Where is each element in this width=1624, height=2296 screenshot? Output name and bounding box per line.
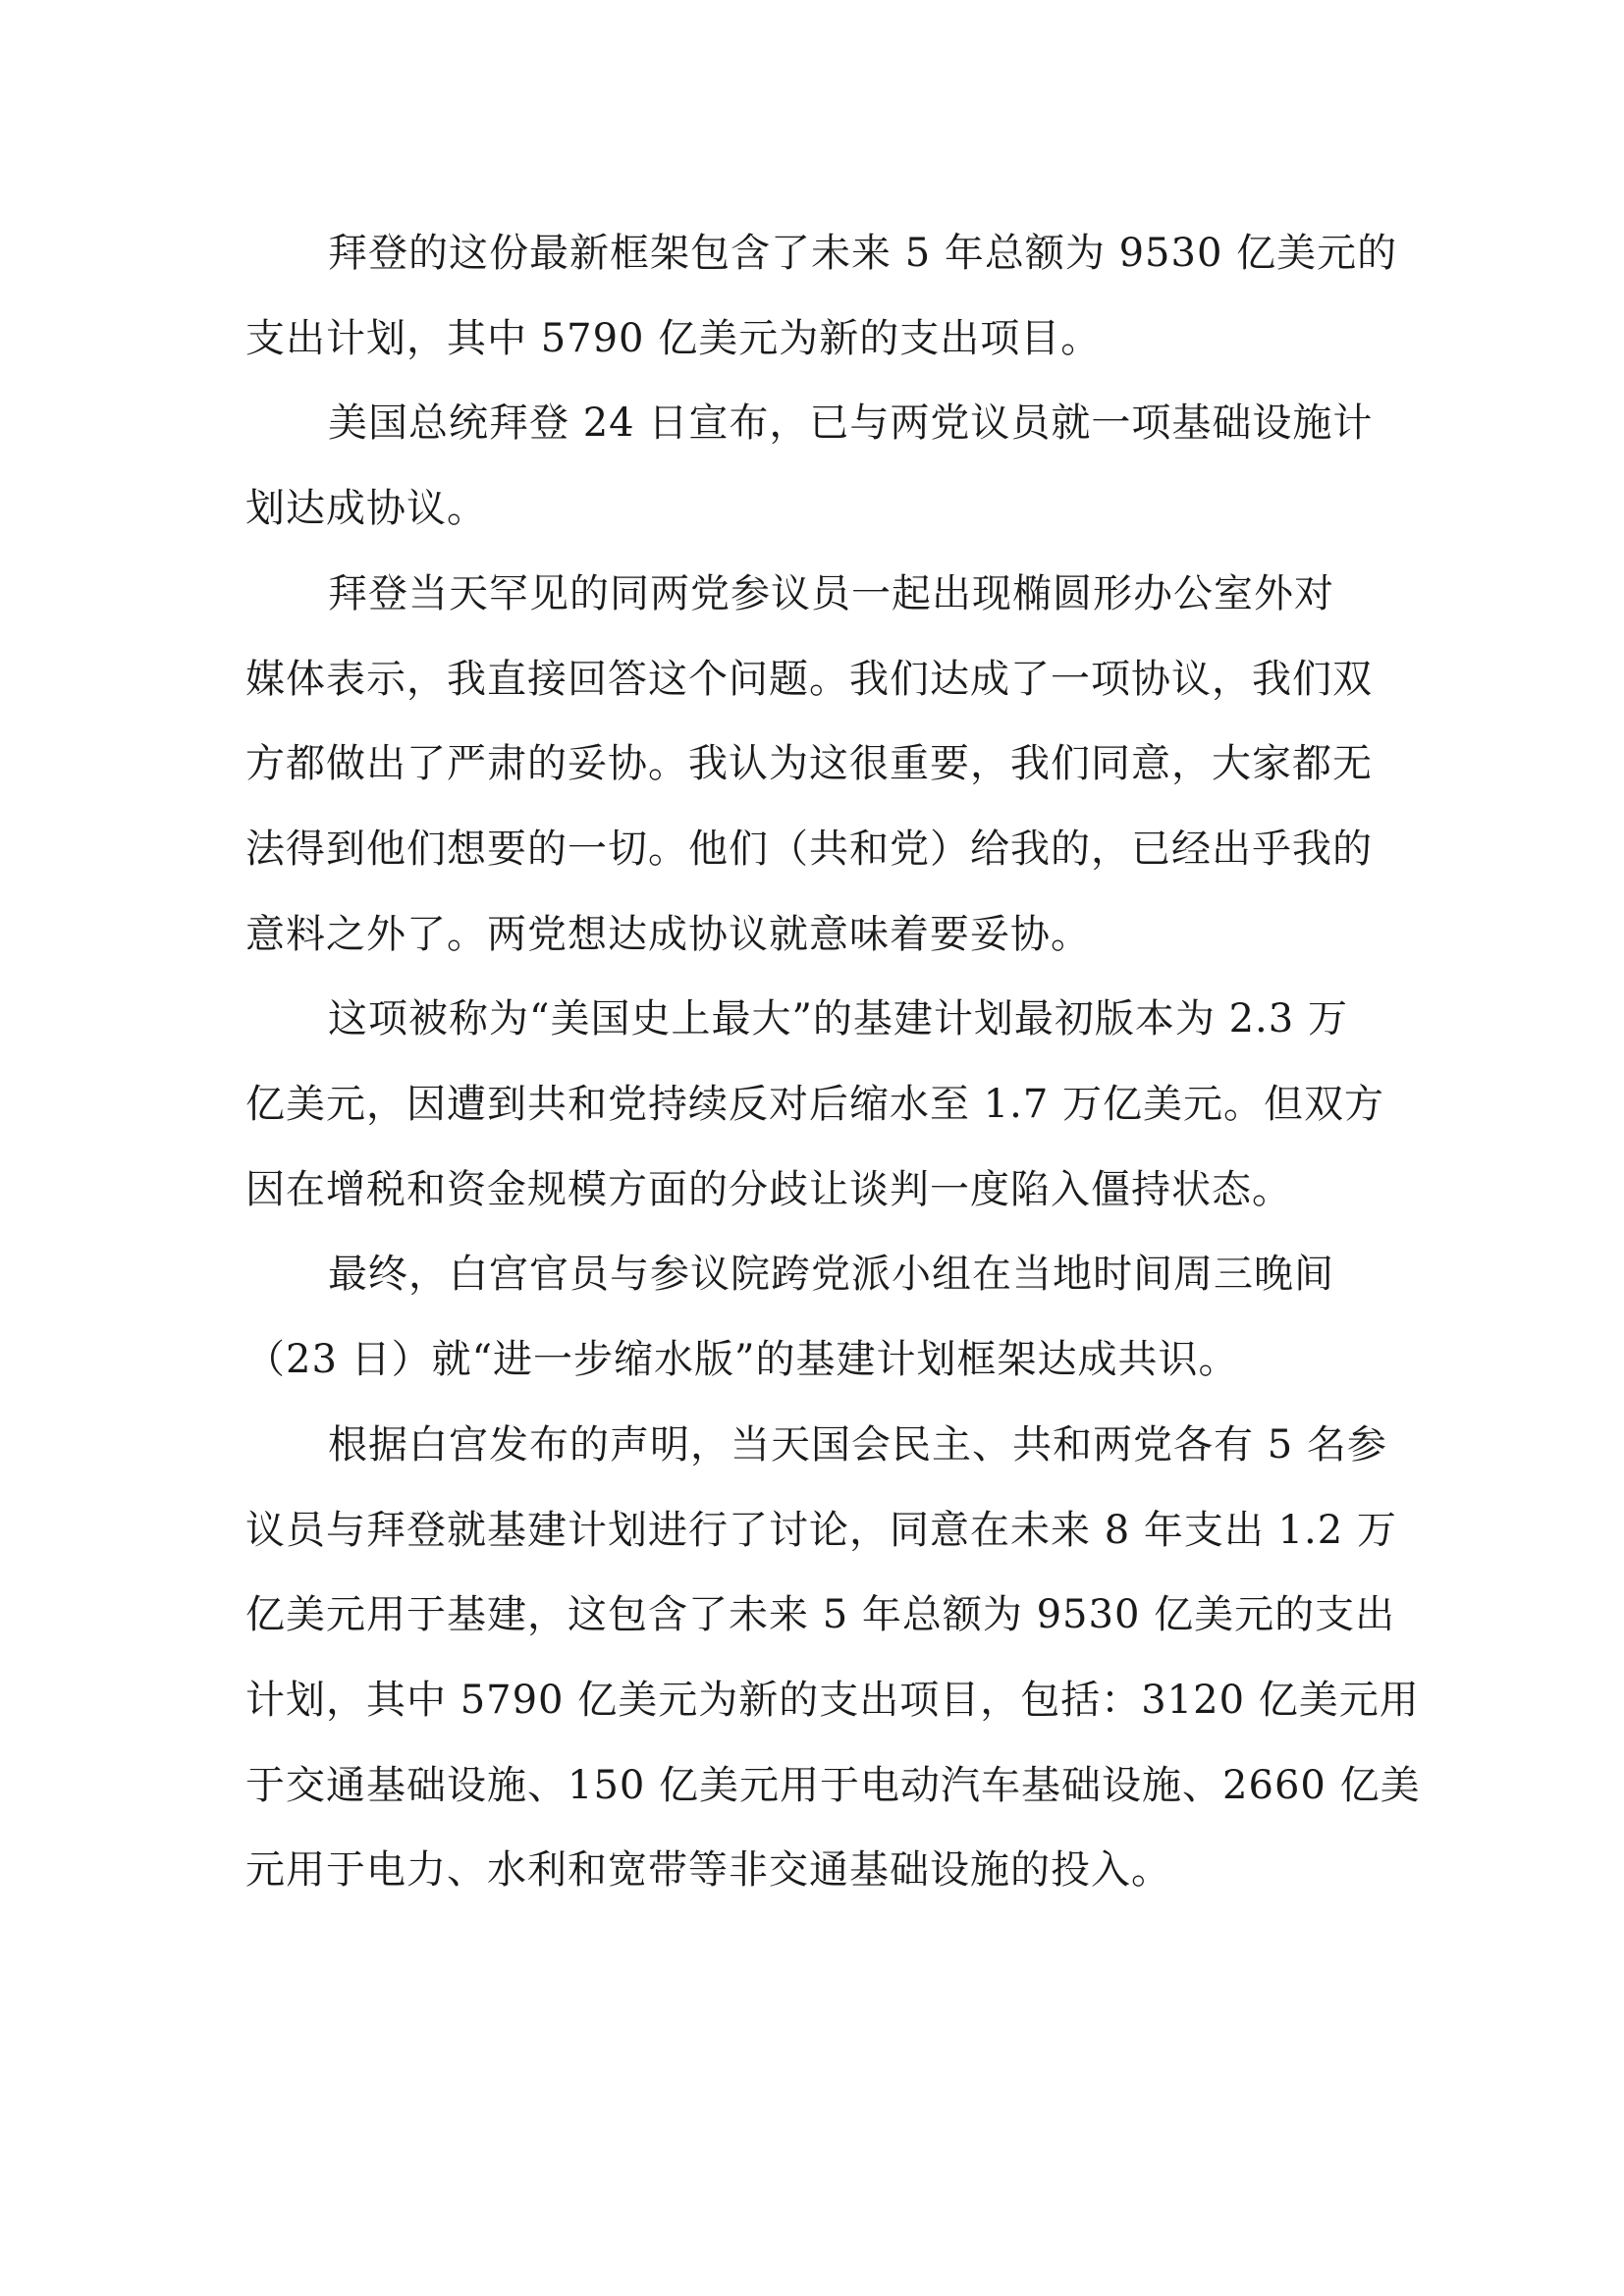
text-line: 最终，白宫官员与参议院跨党派小组在当地时间周三晚间 (328, 1252, 1334, 1298)
paragraph-4 (245, 977, 1394, 1232)
text-line: 方都做出了严肃的妥协。我认为这很重要，我们同意，大家都无 (245, 741, 1373, 787)
text-line: 计划，其中 5790 亿美元为新的支出项目，包括：3120 亿美元用 (245, 1677, 1420, 1723)
text-line: 元用于电力、水利和宽带等非交通基础设施的投入。 (245, 1847, 1171, 1894)
text-line: 媒体表示，我直接回答这个问题。我们达成了一项协议，我们双 (245, 656, 1373, 702)
text-line: 划达成协议。 (245, 486, 487, 532)
text-line: 拜登的这份最新框架包含了未来 5 年总额为 9530 亿美元的 (328, 231, 1398, 276)
document-body (245, 211, 1421, 1913)
text-line: 拜登当天罕见的同两党参议员一起出现椭圆形办公室外对 (328, 570, 1334, 616)
paragraph-6 (245, 1403, 1421, 1913)
text-line: 法得到他们想要的一切。他们（共和党）给我的，已经出乎我的 (245, 826, 1373, 872)
text-line: 因在增税和资金规模方面的分歧让谈判一度陷入僵持状态。 (245, 1166, 1292, 1212)
text-line: 这项被称为“美国史上最大”的基建计划最初版本为 2.3 万 (328, 996, 1348, 1042)
paragraph-1 (245, 211, 1398, 381)
text-line: 美国总统拜登 24 日宣布，已与两党议员就一项基础设施计 (328, 400, 1374, 447)
text-line: 于交通基础设施、150 亿美元用于电动汽车基础设施、2660 亿美 (245, 1762, 1421, 1808)
paragraph-2 (245, 381, 1394, 551)
text-line: 意料之外了。两党想达成协议就意味着要妥协。 (245, 911, 1091, 957)
text-line: 议员与拜登就基建计划进行了讨论，同意在未来 8 年支出 1.2 万 (245, 1507, 1397, 1553)
text-line: （23 日）就“进一步缩水版”的基建计划框架达成共识。 (245, 1337, 1239, 1383)
paragraph-3 (245, 552, 1394, 978)
text-line: 根据白宫发布的声明，当天国会民主、共和两党各有 5 名参 (328, 1421, 1387, 1468)
paragraph-5 (245, 1232, 1394, 1402)
text-line: 亿美元用于基建，这包含了未来 5 年总额为 9530 亿美元的支出 (245, 1592, 1396, 1638)
text-line: 支出计划，其中 5790 亿美元为新的支出项目。 (245, 315, 1102, 361)
text-line: 亿美元，因遭到共和党持续反对后缩水至 1.7 万亿美元。但双方 (245, 1082, 1385, 1128)
